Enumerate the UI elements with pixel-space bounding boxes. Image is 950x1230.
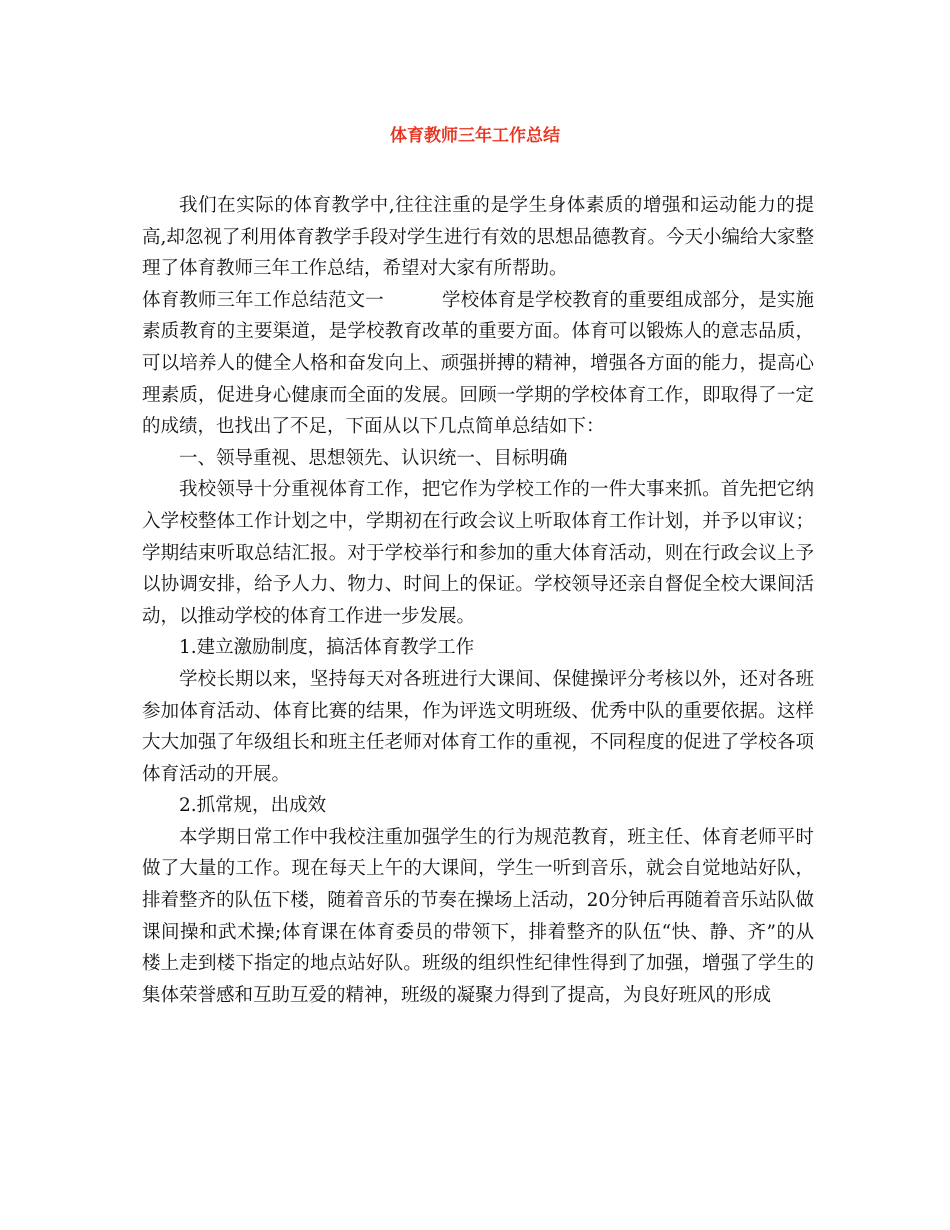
item2-paragraph: 本学期日常工作中我校注重加强学生的行为规范教育，班主任、体育老师平时做了大量的工作。现在每天上午的大课间，学生一听到音乐，就会自觉地站好队，排着整齐的队伍下楼，随着音乐的节奏在操场上活动，20分钟后再随着音乐站队做课间操和武术操;体育课在体育委员的带领下，排着整齐的队伍“快、静、齐”的从楼上走到楼下指定的地点站好队。班级的组织性纪律性得到了加强，增强了学生的集体荣誉感和互助互爱的精神，班级的凝聚力得到了提高，为良好班风的形成 (142, 826, 814, 1006)
section1-heading: 一、领导重视、思想领先、认识统一、目标明确 (179, 447, 568, 469)
item1-heading: 1.建立激励制度，搞活体育教学工作 (179, 637, 475, 659)
sample-paragraph (142, 285, 814, 443)
document-title: 体育教师三年工作总结 (390, 126, 560, 146)
intro-paragraph: 我们在实际的体育教学中,往往注重的是学生身体素质的增强和运动能力的提高,却忽视了利用体育教学手段对学生进行有效的思想品德教育。今天小编给大家整理了体育教师三年工作总结，希望对大家有所帮助。 (142, 195, 814, 280)
document-body (142, 190, 814, 1011)
section1-paragraph: 我校领导十分重视体育工作，把它作为学校工作的一件大事来抓。首先把它纳入学校整体工作计划之中，学期初在行政会议上听取体育工作计划，并予以审议；学期结束听取总结汇报。对于学校举行和参加的重大体育活动，则在行政会议上予以协调安排，给予人力、物力、时间上的保证。学校领导还亲自督促全校大课间活动，以推动学校的体育工作进一步发展。 (142, 479, 814, 627)
item2-heading: 2.抓常规，出成效 (179, 795, 327, 817)
sample-heading: 体育教师三年工作总结范文一 (142, 289, 384, 311)
item1-paragraph: 学校长期以来，坚持每天对各班进行大课间、保健操评分考核以外，还对各班参加体育活动、体育比赛的结果，作为评选文明班级、优秀中队的重要依据。这样大大加强了年级组长和班主任老师对体育工作的重视，不同程度的促进了学校各项体育活动的开展。 (142, 668, 814, 785)
sample-lead-text: 学校体育是学校教育的重要组成部分，是实施素质教育的主要渠道，是学校教育改革的重要方面。体育可以锻炼人的意志品质，可以培养人的健全人格和奋发向上、顽强拼搏的精神，增强各方面的能力，提高心理素质，促进身心健康而全面的发展。回顾一学期的学校体育工作，即取得了一定的成绩，也找出了不足，下面从以下几点简单总结如下： (142, 289, 814, 438)
